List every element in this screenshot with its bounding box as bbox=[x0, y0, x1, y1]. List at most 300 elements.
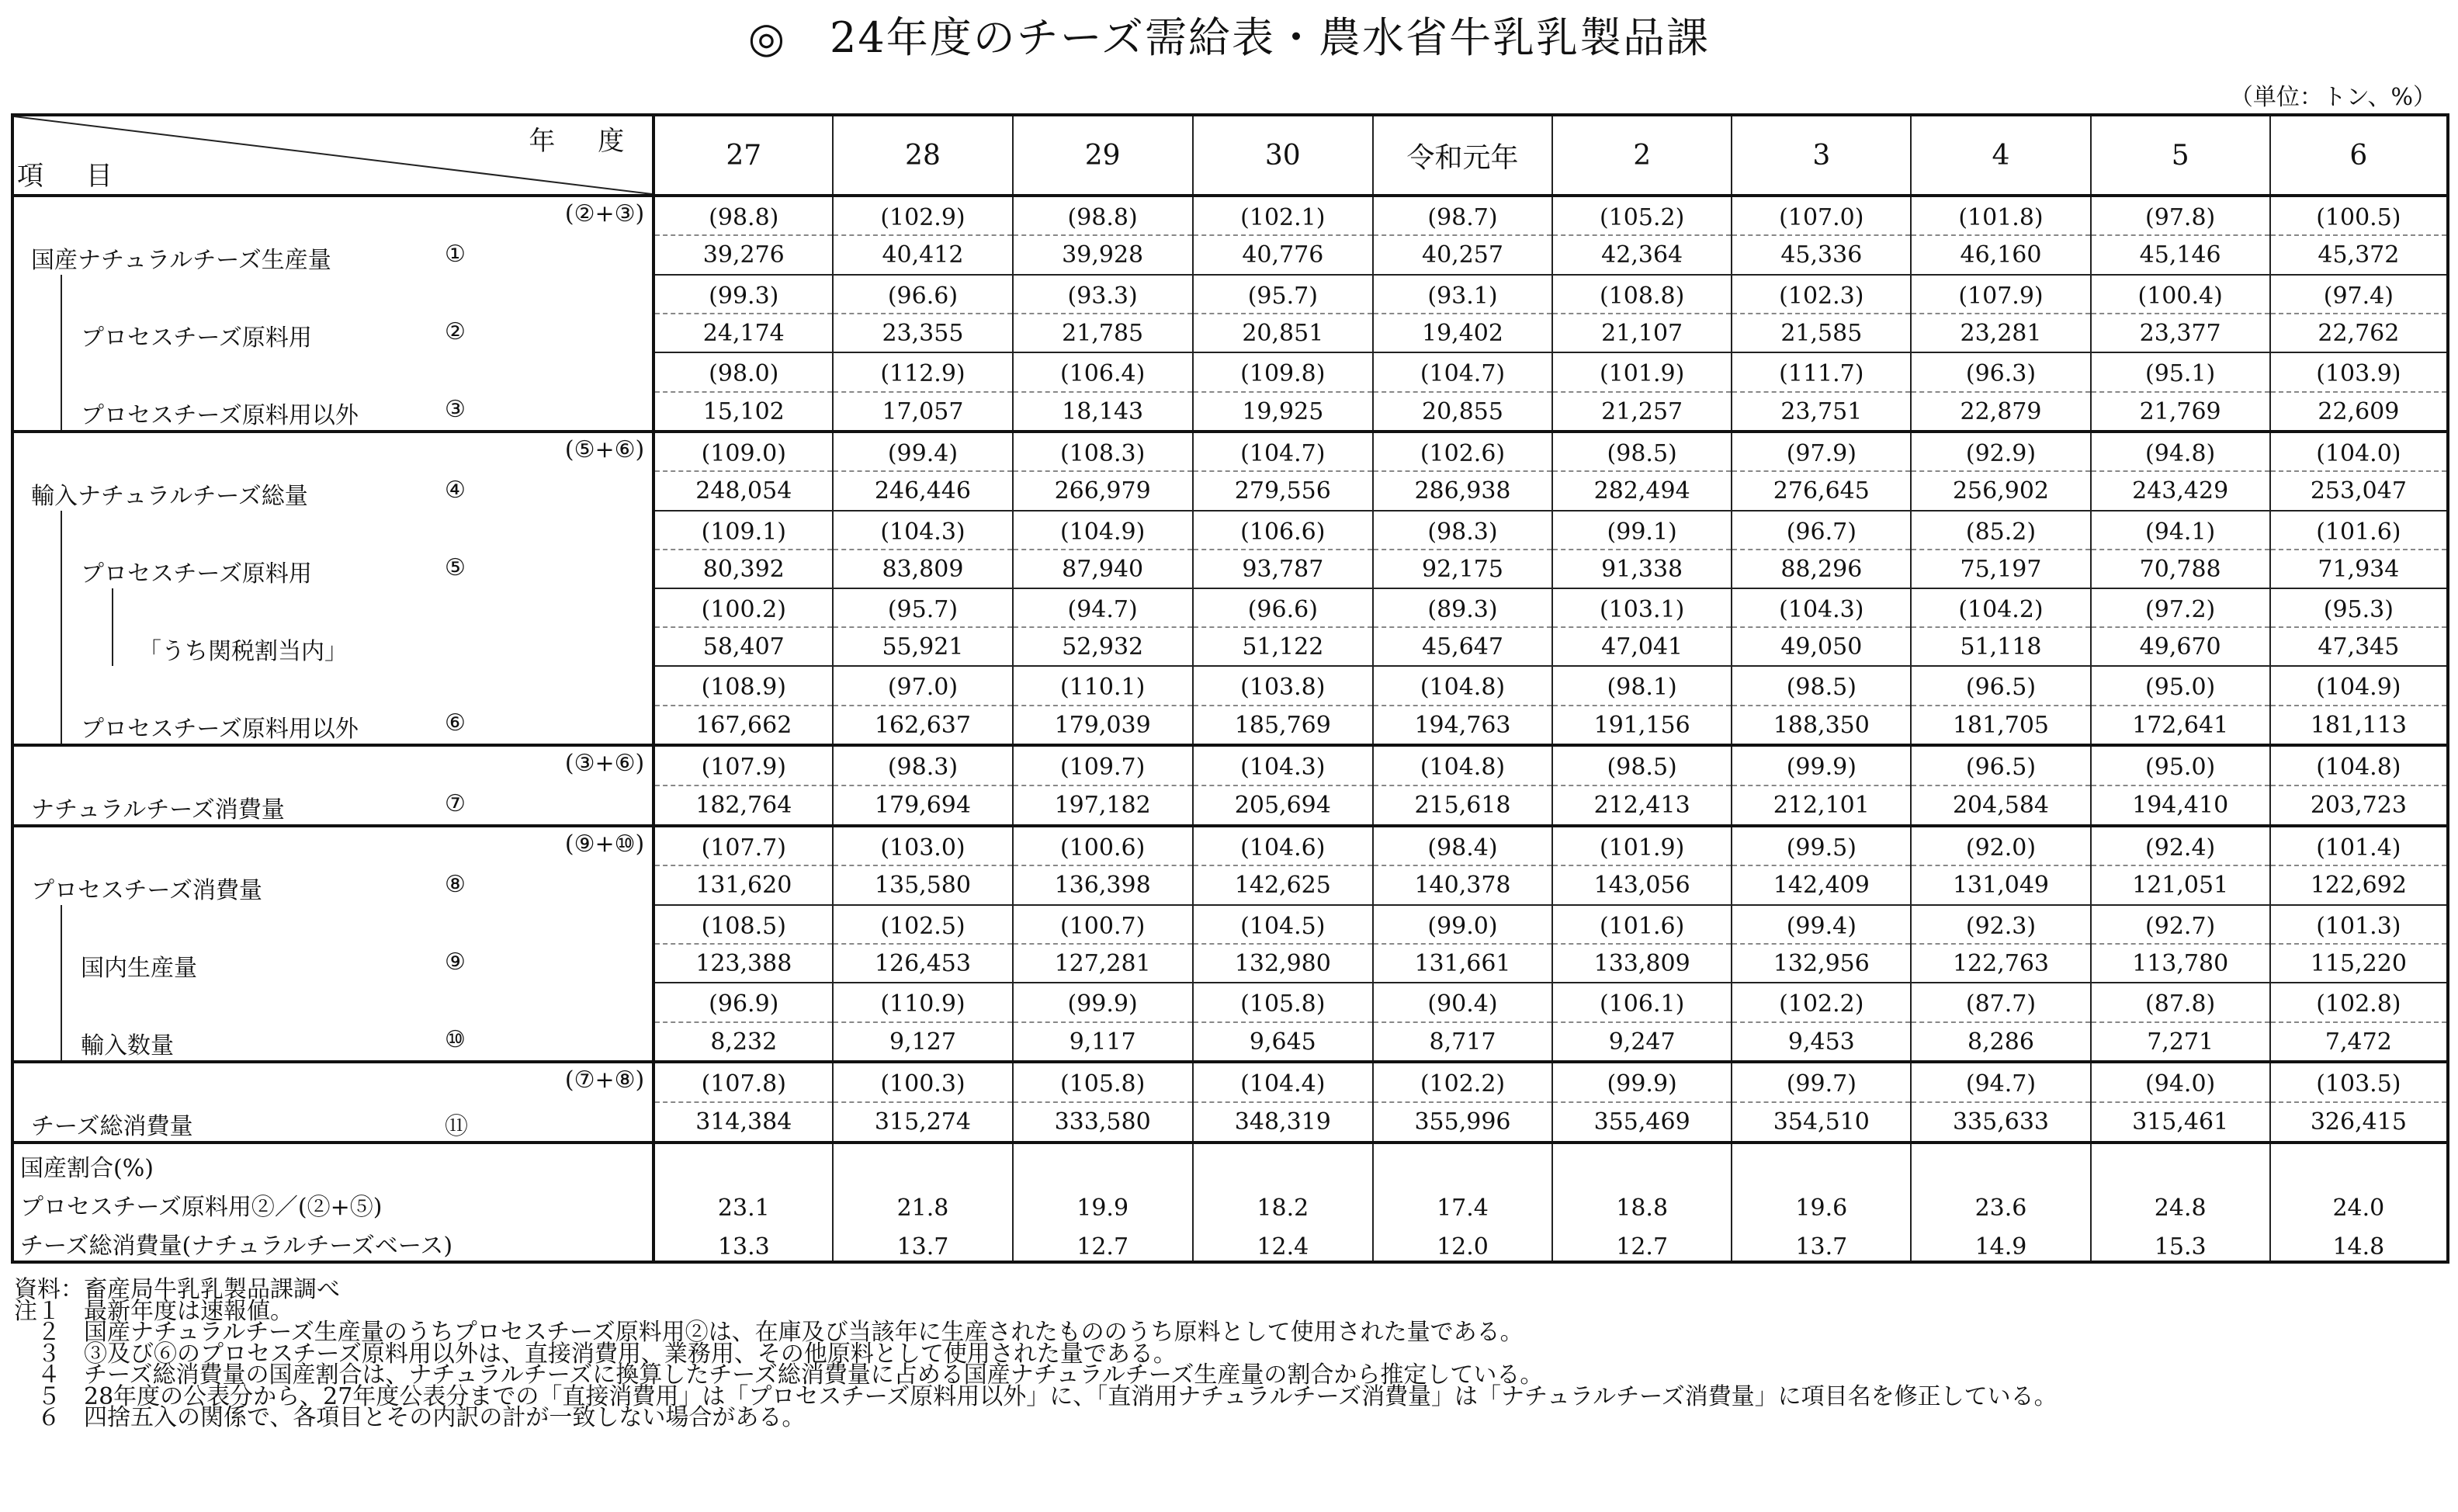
pct-cell: (89.3) bbox=[1373, 588, 1552, 627]
pct-cell: (98.7) bbox=[1373, 196, 1552, 235]
row-label: ナチュラルチーズ消費量 bbox=[31, 796, 285, 824]
row-mark: ⑨ bbox=[445, 948, 466, 976]
pct-cell: (104.2) bbox=[1911, 588, 2090, 627]
pct-cell: (98.3) bbox=[833, 745, 1012, 785]
value-cell: 45,647 bbox=[1373, 627, 1552, 666]
value-cell: 39,276 bbox=[654, 235, 833, 275]
pct-cell: (107.7) bbox=[654, 826, 833, 865]
value-cell: 185,769 bbox=[1193, 706, 1373, 745]
pct-cell: (94.7) bbox=[1911, 1062, 2090, 1102]
ratio-value bbox=[654, 1143, 833, 1183]
indent-line bbox=[61, 275, 62, 352]
pct-cell: (100.4) bbox=[2091, 275, 2270, 314]
value-cell: 131,661 bbox=[1373, 944, 1552, 983]
ratio-value: 12.7 bbox=[1552, 1222, 1732, 1262]
pct-cell: (97.2) bbox=[2091, 588, 2270, 627]
row-mark: ⑪ bbox=[445, 1113, 468, 1140]
value-cell: 70,788 bbox=[2091, 550, 2270, 588]
value-cell: 256,902 bbox=[1911, 471, 2090, 511]
value-cell: 17,057 bbox=[833, 392, 1012, 432]
value-cell: 131,620 bbox=[654, 865, 833, 905]
row-mark: ⑩ bbox=[445, 1026, 466, 1053]
value-cell: 45,372 bbox=[2270, 235, 2448, 275]
table-row bbox=[12, 196, 2448, 235]
value-cell: 42,364 bbox=[1552, 235, 1732, 275]
pct-cell: (104.3) bbox=[1193, 745, 1373, 785]
pct-cell: (107.9) bbox=[654, 745, 833, 785]
pct-cell: (99.4) bbox=[833, 432, 1012, 471]
table-row bbox=[12, 1062, 2448, 1102]
header-corner bbox=[12, 115, 654, 196]
table-row bbox=[12, 666, 2448, 706]
header-year: 令和元年 bbox=[1373, 115, 1552, 196]
value-cell: 142,625 bbox=[1193, 865, 1373, 905]
pct-cell: (102.6) bbox=[1373, 432, 1552, 471]
value-cell: 80,392 bbox=[654, 550, 833, 588]
value-cell: 212,101 bbox=[1732, 785, 1911, 826]
table-row bbox=[12, 511, 2448, 550]
value-cell: 7,271 bbox=[2091, 1022, 2270, 1062]
value-cell: 23,355 bbox=[833, 314, 1012, 352]
value-cell: 191,156 bbox=[1552, 706, 1732, 745]
pct-cell: (87.8) bbox=[2091, 983, 2270, 1022]
pct-cell: (95.1) bbox=[2091, 352, 2270, 392]
pct-cell: (92.7) bbox=[2091, 905, 2270, 944]
value-cell: 140,378 bbox=[1373, 865, 1552, 905]
ratio-row bbox=[12, 1143, 2448, 1183]
pct-cell: (99.0) bbox=[1373, 905, 1552, 944]
value-cell: 22,609 bbox=[2270, 392, 2448, 432]
value-cell: 15,102 bbox=[654, 392, 833, 432]
pct-cell: (95.3) bbox=[2270, 588, 2448, 627]
value-cell: 266,979 bbox=[1013, 471, 1193, 511]
header-year: 30 bbox=[1193, 115, 1373, 196]
header-row bbox=[12, 115, 2448, 196]
ratio-value bbox=[1732, 1143, 1911, 1183]
pct-cell: (92.3) bbox=[1911, 905, 2090, 944]
value-cell: 246,446 bbox=[833, 471, 1012, 511]
value-cell: 279,556 bbox=[1193, 471, 1373, 511]
pct-cell: (98.5) bbox=[1552, 745, 1732, 785]
pct-cell: (104.7) bbox=[1193, 432, 1373, 471]
pct-cell: (108.5) bbox=[654, 905, 833, 944]
value-cell: 131,049 bbox=[1911, 865, 2090, 905]
pct-cell: (105.8) bbox=[1013, 1062, 1193, 1102]
value-cell: 143,056 bbox=[1552, 865, 1732, 905]
ratio-value: 23.1 bbox=[654, 1183, 833, 1222]
value-cell: 92,175 bbox=[1373, 550, 1552, 588]
value-cell: 9,247 bbox=[1552, 1022, 1732, 1062]
row-label: 輸入数量 bbox=[81, 1032, 174, 1059]
value-cell: 122,692 bbox=[2270, 865, 2448, 905]
value-cell: 7,472 bbox=[2270, 1022, 2448, 1062]
row-label-cell bbox=[12, 511, 654, 588]
value-cell: 348,319 bbox=[1193, 1102, 1373, 1143]
indent-line bbox=[61, 905, 62, 983]
cheese-supply-table bbox=[11, 113, 2449, 1264]
value-cell: 142,409 bbox=[1732, 865, 1911, 905]
value-cell: 123,388 bbox=[654, 944, 833, 983]
pct-cell: (108.8) bbox=[1552, 275, 1732, 314]
value-cell: 9,127 bbox=[833, 1022, 1012, 1062]
pct-cell: (98.5) bbox=[1552, 432, 1732, 471]
note-line: ６ 四捨五入の関係で、各項目とその内訳の計が一致しない場合がある。 bbox=[14, 1404, 806, 1431]
indent-line bbox=[61, 511, 62, 588]
pct-cell: (107.9) bbox=[1911, 275, 2090, 314]
pct-cell: (97.9) bbox=[1732, 432, 1911, 471]
pct-cell: (99.4) bbox=[1732, 905, 1911, 944]
header-year: 28 bbox=[833, 115, 1012, 196]
ratio-value: 18.2 bbox=[1193, 1183, 1373, 1222]
pct-cell: (97.4) bbox=[2270, 275, 2448, 314]
pct-cell: (102.2) bbox=[1373, 1062, 1552, 1102]
row-mark: ① bbox=[445, 241, 466, 268]
value-cell: 40,412 bbox=[833, 235, 1012, 275]
row-label: 国産ナチュラルチーズ生産量 bbox=[31, 247, 331, 274]
header-year-label: 年 度 bbox=[529, 126, 642, 157]
pct-cell: (106.6) bbox=[1193, 511, 1373, 550]
value-cell: 197,182 bbox=[1013, 785, 1193, 826]
value-cell: 133,809 bbox=[1552, 944, 1732, 983]
row-label: 「うち関税割当内」 bbox=[138, 638, 348, 665]
value-cell: 204,584 bbox=[1911, 785, 2090, 826]
pct-cell: (96.9) bbox=[654, 983, 833, 1022]
ratio-value: 17.4 bbox=[1373, 1183, 1552, 1222]
pct-cell: (95.7) bbox=[833, 588, 1012, 627]
pct-cell: (109.7) bbox=[1013, 745, 1193, 785]
row-label-cell bbox=[12, 432, 654, 511]
pct-cell: (94.0) bbox=[2091, 1062, 2270, 1102]
row-label: プロセスチーズ原料用以外 bbox=[81, 716, 359, 743]
pct-cell: (101.9) bbox=[1552, 352, 1732, 392]
ratio-value: 14.8 bbox=[2270, 1222, 2448, 1262]
note-line: 注１ 最新年度は速報値。 bbox=[14, 1297, 293, 1325]
row-mark: ⑤ bbox=[445, 554, 466, 581]
pct-cell: (104.5) bbox=[1193, 905, 1373, 944]
row-label-cell bbox=[12, 352, 654, 432]
value-cell: 71,934 bbox=[2270, 550, 2448, 588]
note-line: ５ 28年度の公表分から、27年度公表分までの「直接消費用」は「プロセスチーズ原料用以外」に、「直消用ナチュラルチーズ消費量」は「ナチュラルチーズ消費量」に項目名を修正している。 bbox=[14, 1382, 2058, 1410]
indent-line bbox=[61, 588, 62, 666]
value-cell: 49,670 bbox=[2091, 627, 2270, 666]
pct-cell: (102.8) bbox=[2270, 983, 2448, 1022]
pct-cell: (101.4) bbox=[2270, 826, 2448, 865]
row-mark: ③ bbox=[445, 396, 466, 423]
value-cell: 136,398 bbox=[1013, 865, 1193, 905]
pct-cell: (98.3) bbox=[1373, 511, 1552, 550]
value-cell: 45,336 bbox=[1732, 235, 1911, 275]
value-cell: 40,257 bbox=[1373, 235, 1552, 275]
value-cell: 8,232 bbox=[654, 1022, 833, 1062]
unit-label: （単位：トン、%） bbox=[2229, 84, 2436, 111]
value-cell: 8,717 bbox=[1373, 1022, 1552, 1062]
header-item-label: 項 目 bbox=[17, 161, 130, 192]
ratio-value: 13.3 bbox=[654, 1222, 833, 1262]
pct-cell: (85.2) bbox=[1911, 511, 2090, 550]
pct-cell: (99.7) bbox=[1732, 1062, 1911, 1102]
pct-cell: (93.1) bbox=[1373, 275, 1552, 314]
value-cell: 46,160 bbox=[1911, 235, 2090, 275]
row-formula: (⑦+⑧) bbox=[564, 1066, 645, 1094]
pct-cell: (96.7) bbox=[1732, 511, 1911, 550]
value-cell: 22,879 bbox=[1911, 392, 2090, 432]
pct-cell: (105.2) bbox=[1552, 196, 1732, 235]
ratio-value bbox=[1373, 1143, 1552, 1183]
value-cell: 194,763 bbox=[1373, 706, 1552, 745]
pct-cell: (101.8) bbox=[1911, 196, 2090, 235]
value-cell: 91,338 bbox=[1552, 550, 1732, 588]
value-cell: 212,413 bbox=[1552, 785, 1732, 826]
value-cell: 24,174 bbox=[654, 314, 833, 352]
ratio-label: チーズ総消費量(ナチュラルチーズベース) bbox=[12, 1222, 654, 1262]
pct-cell: (102.3) bbox=[1732, 275, 1911, 314]
pct-cell: (97.0) bbox=[833, 666, 1012, 706]
value-cell: 18,143 bbox=[1013, 392, 1193, 432]
table-row bbox=[12, 826, 2448, 865]
note-line: ２ 国産ナチュラルチーズ生産量のうちプロセスチーズ原料用②は、在庫及び当該年に生産されたもののうち原料として使用された量である。 bbox=[14, 1319, 1524, 1346]
value-cell: 93,787 bbox=[1193, 550, 1373, 588]
value-cell: 179,039 bbox=[1013, 706, 1193, 745]
value-cell: 121,051 bbox=[2091, 865, 2270, 905]
row-label: チーズ総消費量 bbox=[31, 1113, 193, 1140]
ratio-value bbox=[2270, 1143, 2448, 1183]
ratio-value bbox=[1013, 1143, 1193, 1183]
value-cell: 21,769 bbox=[2091, 392, 2270, 432]
ratio-value: 19.6 bbox=[1732, 1183, 1911, 1222]
header-year: 27 bbox=[654, 115, 833, 196]
row-mark: ④ bbox=[445, 477, 466, 504]
notes bbox=[14, 1276, 2058, 1431]
value-cell: 88,296 bbox=[1732, 550, 1911, 588]
pct-cell: (110.9) bbox=[833, 983, 1012, 1022]
row-mark: ② bbox=[445, 318, 466, 345]
pct-cell: (101.6) bbox=[2270, 511, 2448, 550]
value-cell: 115,220 bbox=[2270, 944, 2448, 983]
ratio-value bbox=[1911, 1143, 2090, 1183]
value-cell: 23,281 bbox=[1911, 314, 2090, 352]
pct-cell: (104.0) bbox=[2270, 432, 2448, 471]
pct-cell: (98.8) bbox=[654, 196, 833, 235]
pct-cell: (101.6) bbox=[1552, 905, 1732, 944]
pct-cell: (102.9) bbox=[833, 196, 1012, 235]
pct-cell: (96.5) bbox=[1911, 666, 2090, 706]
row-label-cell bbox=[12, 905, 654, 983]
pct-cell: (111.7) bbox=[1732, 352, 1911, 392]
value-cell: 21,257 bbox=[1552, 392, 1732, 432]
indent-line bbox=[112, 588, 113, 666]
pct-cell: (104.9) bbox=[2270, 666, 2448, 706]
value-cell: 21,107 bbox=[1552, 314, 1732, 352]
value-cell: 51,122 bbox=[1193, 627, 1373, 666]
pct-cell: (94.1) bbox=[2091, 511, 2270, 550]
ratio-value: 14.9 bbox=[1911, 1222, 2090, 1262]
value-cell: 127,281 bbox=[1013, 944, 1193, 983]
ratio-value bbox=[1552, 1143, 1732, 1183]
ratio-value: 19.9 bbox=[1013, 1183, 1193, 1222]
pct-cell: (99.9) bbox=[1732, 745, 1911, 785]
ratio-value: 21.8 bbox=[833, 1183, 1012, 1222]
value-cell: 253,047 bbox=[2270, 471, 2448, 511]
value-cell: 83,809 bbox=[833, 550, 1012, 588]
value-cell: 20,851 bbox=[1193, 314, 1373, 352]
value-cell: 282,494 bbox=[1552, 471, 1732, 511]
value-cell: 19,925 bbox=[1193, 392, 1373, 432]
pct-cell: (104.3) bbox=[1732, 588, 1911, 627]
value-cell: 49,050 bbox=[1732, 627, 1911, 666]
pct-cell: (103.1) bbox=[1552, 588, 1732, 627]
pct-cell: (108.3) bbox=[1013, 432, 1193, 471]
pct-cell: (106.4) bbox=[1013, 352, 1193, 392]
value-cell: 167,662 bbox=[654, 706, 833, 745]
ratio-value bbox=[833, 1143, 1012, 1183]
row-mark: ⑧ bbox=[445, 871, 466, 898]
pct-cell: (104.4) bbox=[1193, 1062, 1373, 1102]
pct-cell: (92.4) bbox=[2091, 826, 2270, 865]
indent-line bbox=[61, 983, 62, 1060]
value-cell: 314,384 bbox=[654, 1102, 833, 1143]
value-cell: 194,410 bbox=[2091, 785, 2270, 826]
value-cell: 21,585 bbox=[1732, 314, 1911, 352]
pct-cell: (104.9) bbox=[1013, 511, 1193, 550]
value-cell: 23,751 bbox=[1732, 392, 1911, 432]
pct-cell: (99.3) bbox=[654, 275, 833, 314]
value-cell: 135,580 bbox=[833, 865, 1012, 905]
pct-cell: (104.8) bbox=[1373, 745, 1552, 785]
ratio-value: 12.0 bbox=[1373, 1222, 1552, 1262]
value-cell: 179,694 bbox=[833, 785, 1012, 826]
value-cell: 286,938 bbox=[1373, 471, 1552, 511]
value-cell: 9,117 bbox=[1013, 1022, 1193, 1062]
header-year: 29 bbox=[1013, 115, 1193, 196]
value-cell: 188,350 bbox=[1732, 706, 1911, 745]
row-formula: (③+⑥) bbox=[564, 750, 645, 777]
table-row bbox=[12, 983, 2448, 1022]
value-cell: 182,764 bbox=[654, 785, 833, 826]
pct-cell: (98.4) bbox=[1373, 826, 1552, 865]
pct-cell: (101.9) bbox=[1552, 826, 1732, 865]
value-cell: 47,345 bbox=[2270, 627, 2448, 666]
pct-cell: (98.5) bbox=[1732, 666, 1911, 706]
row-label: プロセスチーズ原料用 bbox=[81, 560, 312, 588]
row-label: 輸入ナチュラルチーズ総量 bbox=[31, 483, 308, 510]
pct-cell: (101.3) bbox=[2270, 905, 2448, 944]
value-cell: 132,980 bbox=[1193, 944, 1373, 983]
value-cell: 333,580 bbox=[1013, 1102, 1193, 1143]
table-row bbox=[12, 275, 2448, 314]
table-row bbox=[12, 905, 2448, 944]
pct-cell: (87.7) bbox=[1911, 983, 2090, 1022]
note-line: ３ ③及び⑥のプロセスチーズ原料用以外は、直接消費用、業務用、その他原料として使用された量である。 bbox=[14, 1340, 1177, 1368]
value-cell: 355,469 bbox=[1552, 1102, 1732, 1143]
table-row bbox=[12, 432, 2448, 471]
pct-cell: (100.6) bbox=[1013, 826, 1193, 865]
ratio-value: 23.6 bbox=[1911, 1183, 2090, 1222]
pct-cell: (99.9) bbox=[1013, 983, 1193, 1022]
value-cell: 172,641 bbox=[2091, 706, 2270, 745]
ratio-value: 13.7 bbox=[1732, 1222, 1911, 1262]
pct-cell: (103.5) bbox=[2270, 1062, 2448, 1102]
value-cell: 243,429 bbox=[2091, 471, 2270, 511]
value-cell: 21,785 bbox=[1013, 314, 1193, 352]
pct-cell: (107.0) bbox=[1732, 196, 1911, 235]
pct-cell: (92.0) bbox=[1911, 826, 2090, 865]
indent-line bbox=[61, 352, 62, 430]
pct-cell: (103.8) bbox=[1193, 666, 1373, 706]
value-cell: 47,041 bbox=[1552, 627, 1732, 666]
value-cell: 355,996 bbox=[1373, 1102, 1552, 1143]
row-label-cell bbox=[12, 275, 654, 352]
pct-cell: (110.1) bbox=[1013, 666, 1193, 706]
value-cell: 19,402 bbox=[1373, 314, 1552, 352]
value-cell: 181,705 bbox=[1911, 706, 2090, 745]
pct-cell: (109.0) bbox=[654, 432, 833, 471]
value-cell: 203,723 bbox=[2270, 785, 2448, 826]
pct-cell: (104.8) bbox=[1373, 666, 1552, 706]
pct-cell: (94.8) bbox=[2091, 432, 2270, 471]
value-cell: 39,928 bbox=[1013, 235, 1193, 275]
value-cell: 335,633 bbox=[1911, 1102, 2090, 1143]
pct-cell: (100.7) bbox=[1013, 905, 1193, 944]
row-mark: ⑥ bbox=[445, 709, 466, 737]
value-cell: 181,113 bbox=[2270, 706, 2448, 745]
row-label-cell bbox=[12, 196, 654, 275]
value-cell: 276,645 bbox=[1732, 471, 1911, 511]
row-formula: (⑤+⑥) bbox=[564, 436, 645, 463]
value-cell: 23,377 bbox=[2091, 314, 2270, 352]
pct-cell: (95.0) bbox=[2091, 745, 2270, 785]
row-formula: (②+③) bbox=[564, 200, 645, 227]
pct-cell: (102.2) bbox=[1732, 983, 1911, 1022]
pct-cell: (93.3) bbox=[1013, 275, 1193, 314]
note-line: 資料：畜産局牛乳乳製品課調べ bbox=[14, 1276, 340, 1303]
pct-cell: (96.6) bbox=[1193, 588, 1373, 627]
ratio-row bbox=[12, 1222, 2448, 1262]
value-cell: 75,197 bbox=[1911, 550, 2090, 588]
pct-cell: (92.9) bbox=[1911, 432, 2090, 471]
header-year: 2 bbox=[1552, 115, 1732, 196]
row-label: プロセスチーズ消費量 bbox=[31, 877, 262, 904]
pct-cell: (100.3) bbox=[833, 1062, 1012, 1102]
row-label-cell bbox=[12, 588, 654, 666]
value-cell: 9,453 bbox=[1732, 1022, 1911, 1062]
pct-cell: (104.3) bbox=[833, 511, 1012, 550]
page-title: ◎ 24年度のチーズ需給表・農水省牛乳乳製品課 bbox=[747, 13, 1711, 62]
pct-cell: (104.6) bbox=[1193, 826, 1373, 865]
value-cell: 113,780 bbox=[2091, 944, 2270, 983]
value-cell: 8,286 bbox=[1911, 1022, 2090, 1062]
pct-cell: (106.1) bbox=[1552, 983, 1732, 1022]
pct-cell: (96.3) bbox=[1911, 352, 2090, 392]
ratio-value: 15.3 bbox=[2091, 1222, 2270, 1262]
pct-cell: (107.8) bbox=[654, 1062, 833, 1102]
value-cell: 248,054 bbox=[654, 471, 833, 511]
pct-cell: (103.0) bbox=[833, 826, 1012, 865]
pct-cell: (96.5) bbox=[1911, 745, 2090, 785]
row-mark: ⑦ bbox=[445, 790, 466, 817]
row-label: プロセスチーズ原料用以外 bbox=[81, 402, 359, 429]
pct-cell: (90.4) bbox=[1373, 983, 1552, 1022]
pct-cell: (100.2) bbox=[654, 588, 833, 627]
pct-cell: (102.5) bbox=[833, 905, 1012, 944]
row-label: プロセスチーズ原料用 bbox=[81, 324, 312, 352]
header-year: 6 bbox=[2270, 115, 2448, 196]
pct-cell: (109.8) bbox=[1193, 352, 1373, 392]
value-cell: 55,921 bbox=[833, 627, 1012, 666]
pct-cell: (96.6) bbox=[833, 275, 1012, 314]
ratio-label: プロセスチーズ原料用②／(②+⑤) bbox=[12, 1183, 654, 1222]
header-year: 5 bbox=[2091, 115, 2270, 196]
value-cell: 9,645 bbox=[1193, 1022, 1373, 1062]
